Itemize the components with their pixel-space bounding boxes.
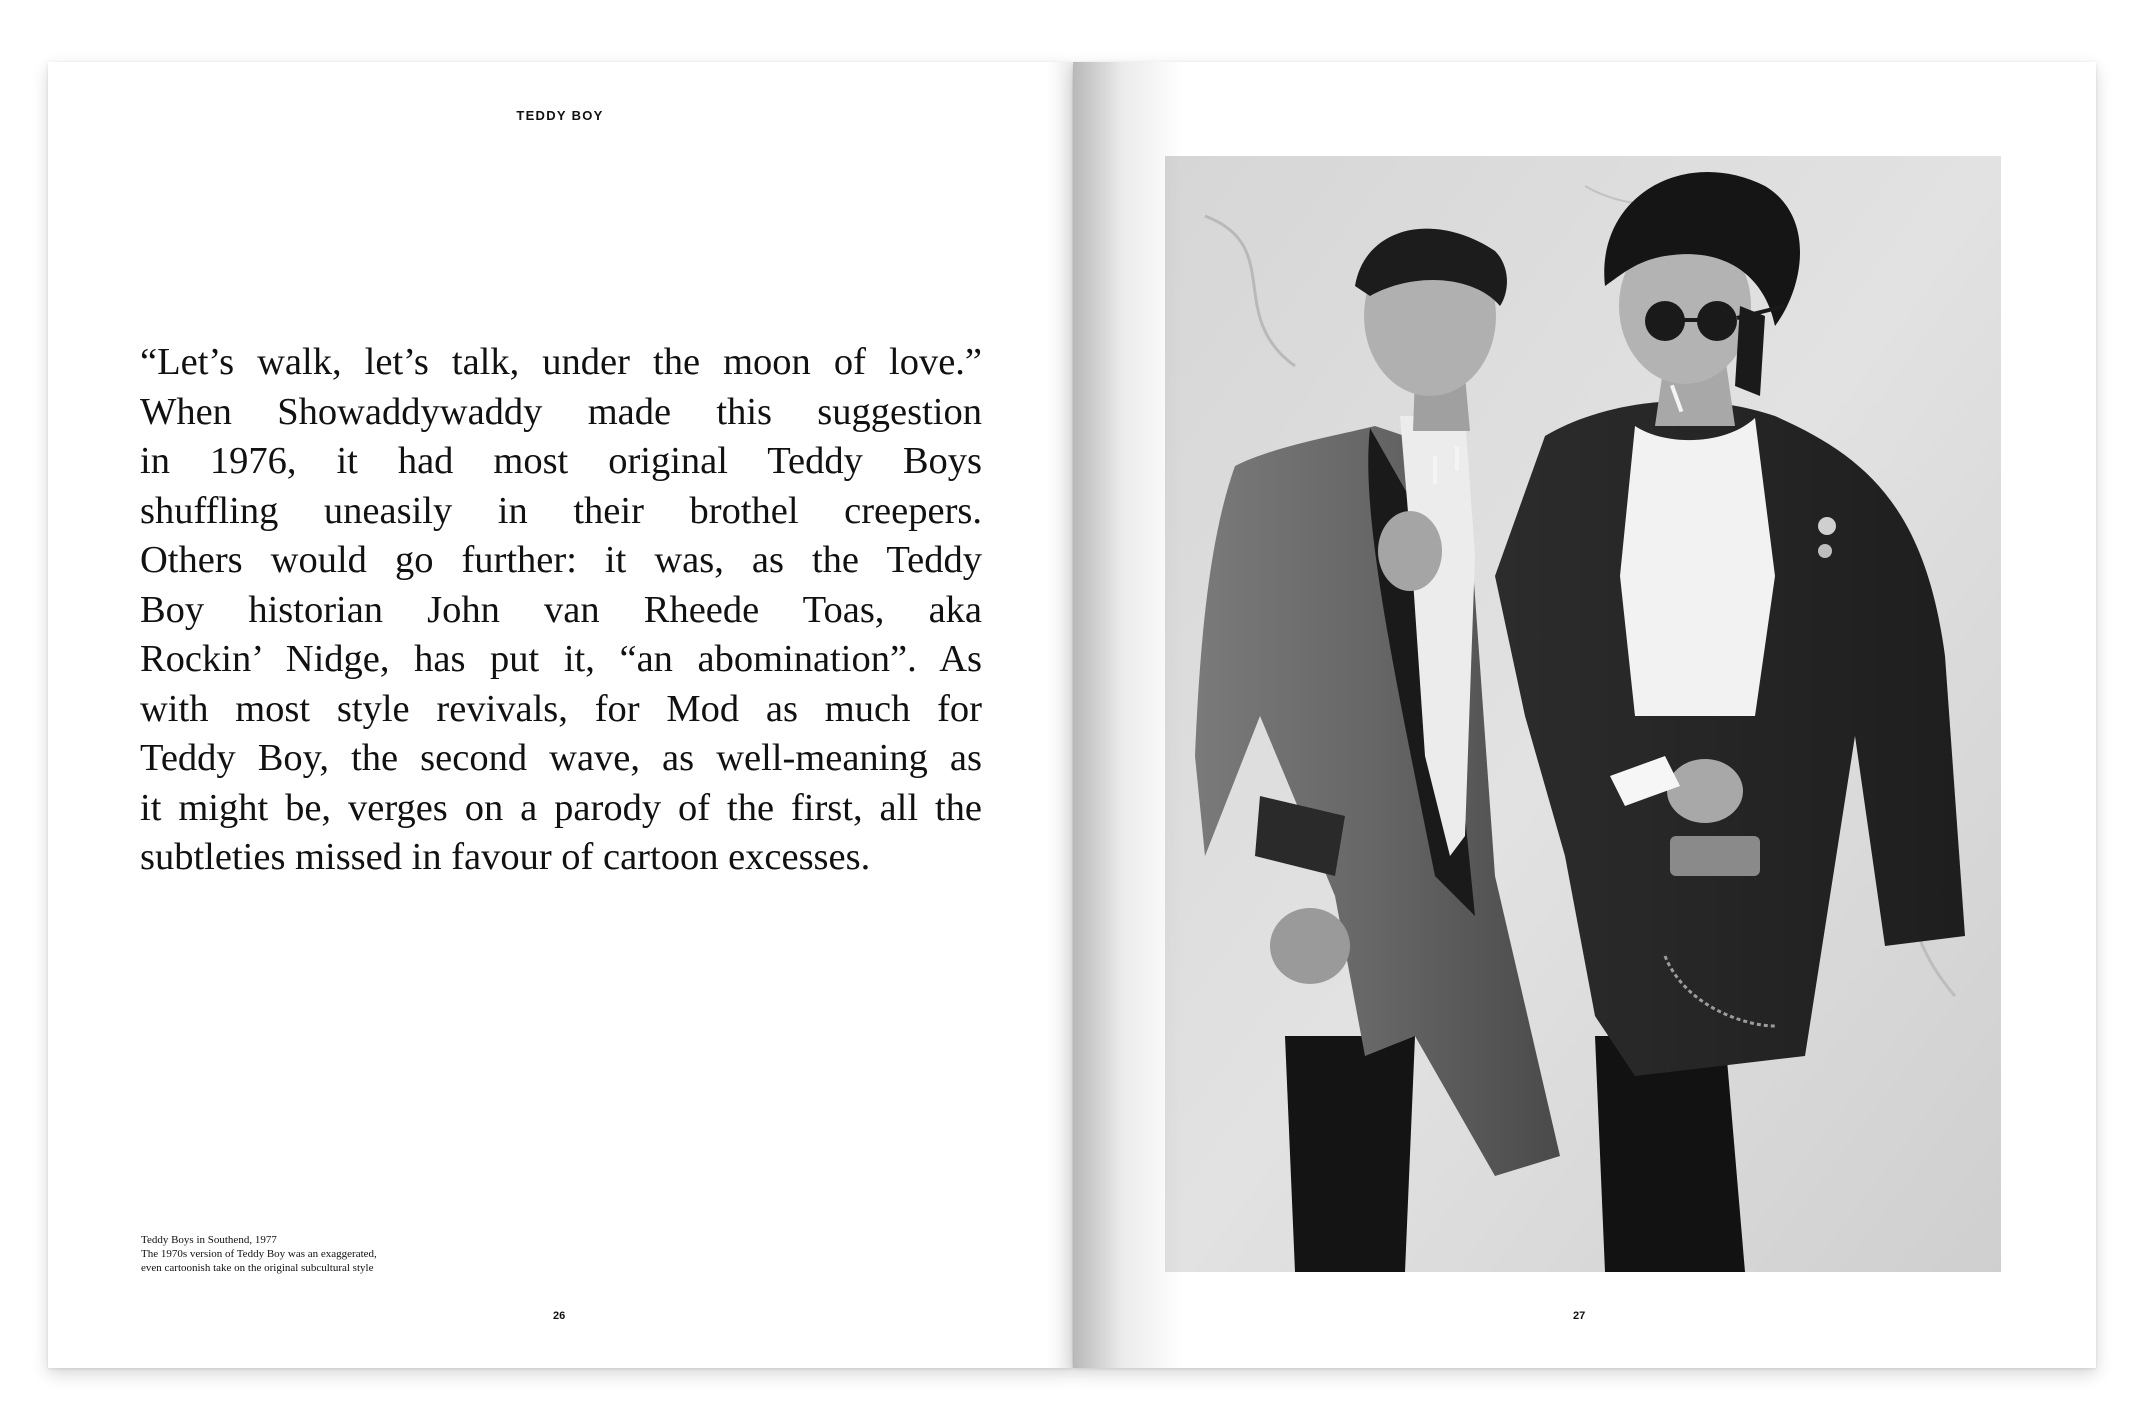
body-line: subtleties missed in favour of cartoon excesses. bbox=[140, 836, 871, 878]
photo-caption bbox=[141, 1233, 377, 1275]
body-line: When Showaddywaddy made this suggestion bbox=[140, 390, 982, 433]
body-line: with most style revivals, for Mod as much for bbox=[140, 687, 982, 730]
body-line: in 1976, it had most original Teddy Boys bbox=[140, 440, 982, 482]
body-line: Rockin’ Nidge, has put it, “an abomination”. As bbox=[140, 638, 982, 680]
left-page bbox=[48, 62, 1072, 1368]
book-spread bbox=[48, 62, 2096, 1368]
caption-line: even cartoonish take on the original subcultural style bbox=[141, 1262, 374, 1274]
running-head: TEDDY BOY bbox=[516, 108, 604, 123]
body-line: it might be, verges on a parody of the first, all the bbox=[140, 786, 982, 829]
body-line: Teddy Boy, the second wave, as well-meaning as bbox=[140, 737, 982, 779]
body-line: Boy historian John van Rheede Toas, aka bbox=[140, 588, 982, 631]
caption-title: Teddy Boys in Southend, 1977 bbox=[141, 1234, 277, 1246]
photograph bbox=[1165, 156, 2001, 1272]
body-line: shuffling uneasily in their brothel creepers. bbox=[140, 489, 982, 532]
page-number: 26 bbox=[553, 1310, 566, 1322]
page-number: 27 bbox=[1573, 1310, 1586, 1322]
body-line: “Let’s walk, let’s talk, under the moon of love.” bbox=[140, 341, 982, 383]
caption-line: The 1970s version of Teddy Boy was an exaggerated, bbox=[141, 1248, 377, 1260]
gutter-shadow bbox=[1046, 62, 1072, 1368]
black-and-white-photograph-icon bbox=[1165, 156, 2001, 1272]
body-text bbox=[140, 338, 982, 883]
right-page bbox=[1073, 62, 2096, 1368]
body-line: Others would go further: it was, as the Teddy bbox=[140, 539, 982, 581]
